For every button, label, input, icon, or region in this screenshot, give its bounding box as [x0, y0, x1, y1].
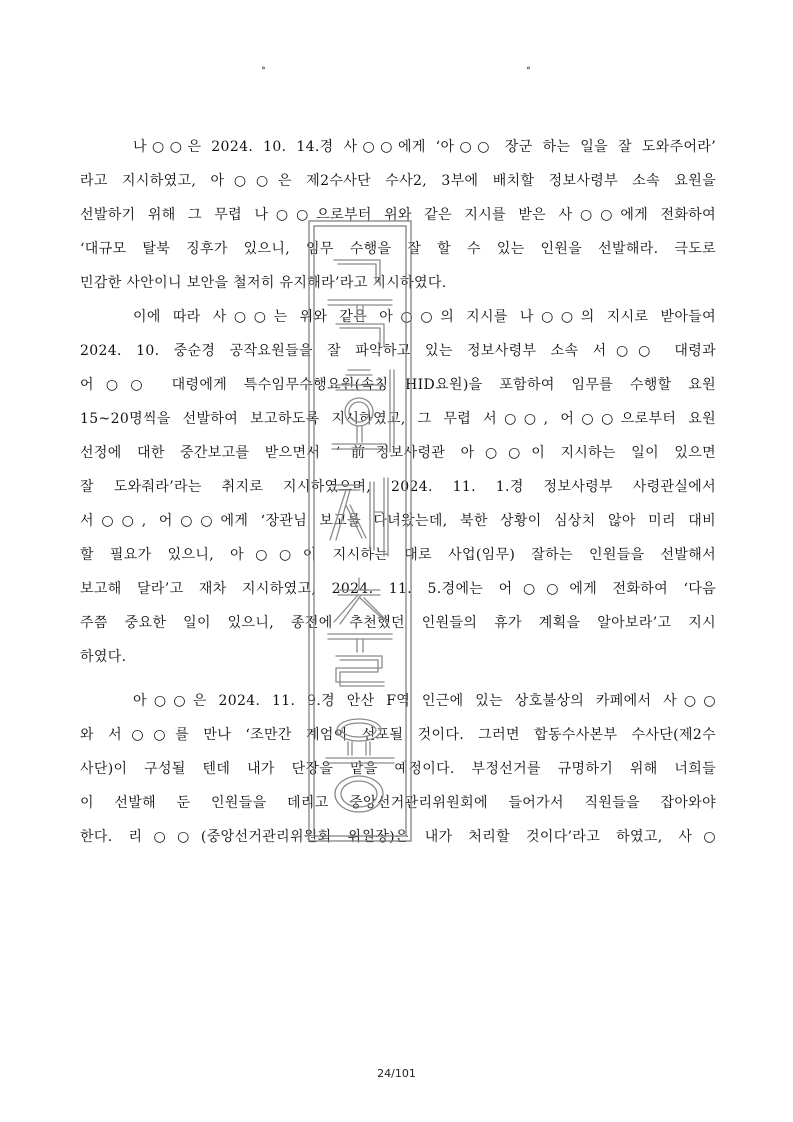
paragraph-2-line-11: 하였다. [80, 649, 127, 665]
paragraph-1-line-4: ‘대규모 탈북 징후가 있으니, 임무 수행을 잘 할 수 있는 인원을 선발해라. 극도로 [80, 241, 716, 257]
paragraph-1-line-2: 라고 지시하였고, 아○○은 제2수사단 수사2, 3부에 배치할 정보사령부 소속 요원을 [80, 173, 716, 189]
paragraph-2-line-2: 2024. 10. 중순경 공작요원들을 잘 파악하고 있는 정보사령부 소속 서○○ 대령과 [80, 343, 716, 359]
paragraph-3-line-3: 사단)이 구성될 텐데 내가 단장을 맡을 예정이다. 부정선거를 규명하기 위해 너희들 [80, 761, 716, 777]
paragraph-2-line-7: 서○○, 어○○에게 ‘장관님 보고를 다녀왔는데, 북한 상황이 심상치 않아 미리 대비 [80, 513, 716, 529]
paragraph-3-line-1: 아○○은 2024. 11. 9.경 안산 F역 인근에 있는 상호불상의 카페에서 사○○ [133, 693, 716, 709]
paragraph-2-line-5: 선정에 대한 중간보고를 받으면서 ‘前정보사령관 아○○이 지시하는 일이 있으면 [80, 445, 716, 461]
document-body [80, 130, 716, 854]
paragraph-3-line-2: 와 서○○를 만나 ‘조만간 계엄이 선포될 것이다. 그러면 합동수사본부 수사단(제2수 [80, 727, 716, 743]
header-mark-right: ∘ [526, 63, 531, 74]
paragraph-2-line-1: 이에 따라 사○○는 위와 같은 아○○의 지시를 나○○의 지시로 받아들여 [133, 309, 716, 325]
page-number: 24/101 [377, 1067, 416, 1080]
header-mark-left: ∘ [261, 63, 266, 74]
paragraph-2-line-8: 할 필요가 있으니, 아○○이 지시하는 대로 사업(임무) 잘하는 인원들을 선발해서 [80, 547, 716, 563]
paragraph-1-line-5: 민감한 사안이니 보안을 철저히 유지해라’라고 지시하였다. [80, 275, 447, 291]
paragraph-3-line-5: 한다. 리○○(중앙선거관리위원회 위원장)은 내가 처리할 것이다’라고 하였고, 사○ [80, 829, 716, 845]
paragraph-2-line-4: 15~20명씩을 선발하여 보고하도록 지시하였고, 그 무렵 서○○, 어○○으로부터 요원 [80, 411, 716, 427]
paragraph-2-line-9: 보고해 달라’고 재차 지시하였고, 2024. 11. 5.경에는 어○○에게 전화하여 ‘다음 [80, 581, 716, 597]
paragraph-2-line-6: 잘 도와줘라’라는 취지로 지시하였으며, 2024. 11. 1.경 정보사령부 사령관실에서 [80, 479, 716, 495]
paragraph-2-line-10: 주쯤 중요한 일이 있으니, 종전에 추천했던 인원들의 휴가 계획을 알아보라’고 지시 [80, 615, 716, 631]
paragraph-1-line-1: 나○○은 2024. 10. 14.경 사○○에게 ‘아○○ 장군 하는 일을 잘 도와주어라’ [133, 139, 716, 155]
paragraph-1-line-3: 선발하기 위해 그 무렵 나○○으로부터 위와 같은 지시를 받은 사○○에게 전화하여 [80, 207, 716, 223]
paragraph-spacer [80, 674, 716, 684]
paragraph-3-line-4: 이 선발해 둔 인원들을 데리고 중앙선거관리위원회에 들어가서 직원들을 잡아와야 [80, 795, 716, 811]
paragraph-2-line-3: 어○○ 대령에게 특수임무수행요원(속칭 HID요원)을 포함하여 임무를 수행할 요원 [80, 377, 716, 393]
